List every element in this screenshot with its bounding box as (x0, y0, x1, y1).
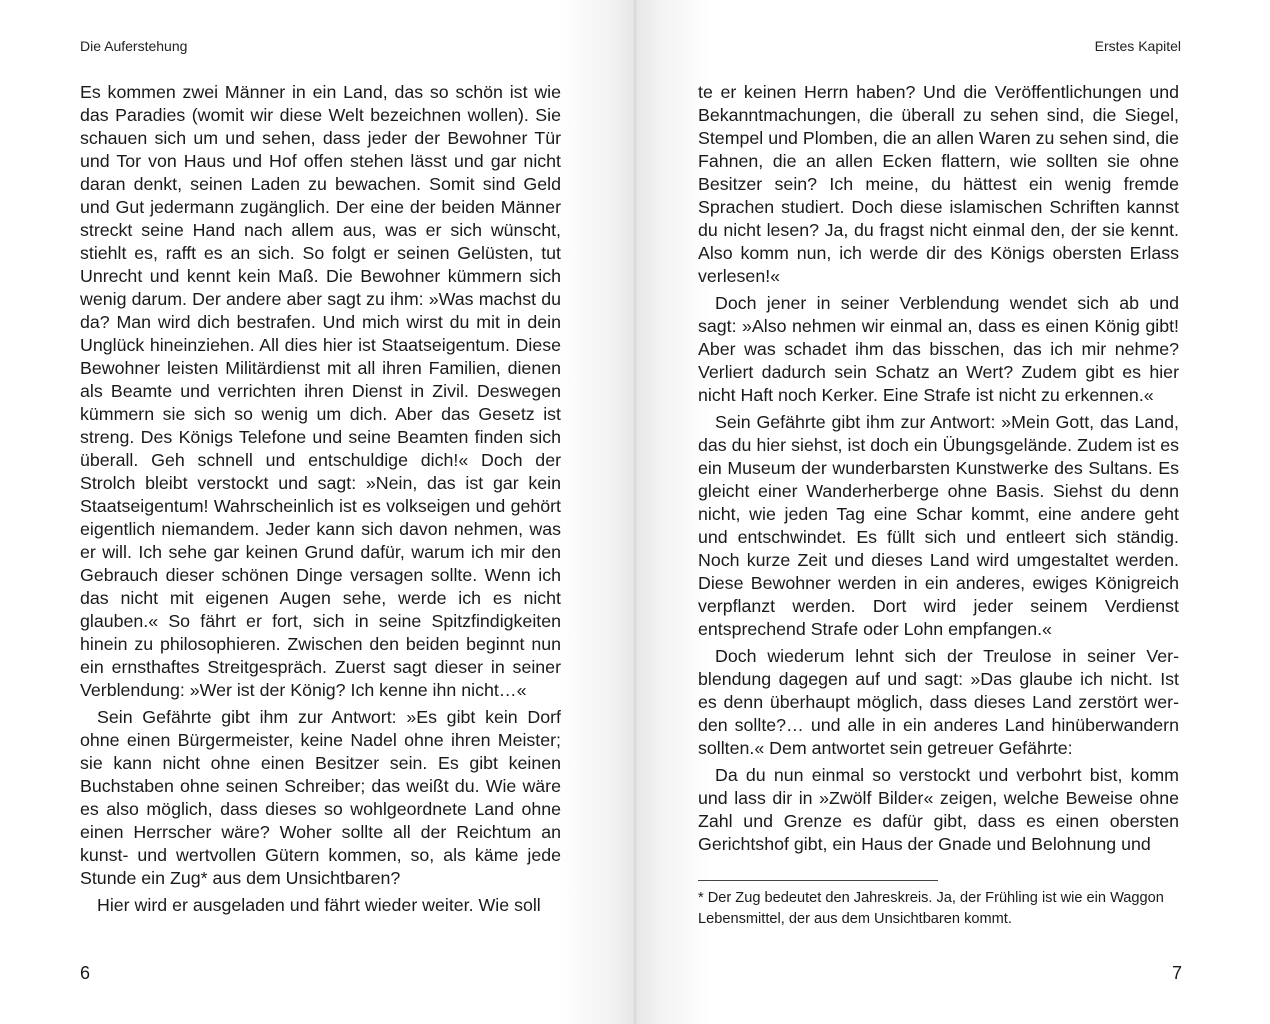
paragraph: Doch jener in seiner Verblendung wendet sich ab und sagt: »Also nehmen wir einmal an, dass es einen König gibt! Aber was schadet ihm das bisschen, das ich mir nehme? Verliert dadurch sein Schatz an Wert? Zudem gibt es hier nicht Haft noch Kerker. Eine Strafe ist nicht zu erkennen.« (698, 293, 1179, 405)
right-page (635, 0, 1270, 1024)
paragraph: Es kommen zwei Männer in ein Land, das so schön ist wie das Paradies (womit wir diese Welt bezeichnen wollen). Sie schauen sich um und sehen, dass jeder der Bewohner Tür und Tor von Haus und Hof offen stehen lässt und gar nicht daran denkt, seinen Laden zu bewachen. Somit sind Geld und Gut jedermann zugänglich. Der eine der beiden Männer streckt seine Hand nach allem aus, was er sich wünscht, stiehlt es, rafft es an sich. So folgt er seinen Gelüsten, tut Unrecht und kennt kein Maß. Die Bewohner kümmern sich wenig darum. Der andere aber sagt zu ihm: »Was machst du da? Man wird dich bestrafen. Und mich wirst du mit in dein Unglück hineinziehen. All dies hier ist Staatseigentum. Diese Bewohner leisten Militärdienst mit all ihren Familien, dienen als Beamte und verrichten ihren Dienst in Zivil. Deswegen kümmern sie sich so wenig um dich. Aber das Gesetz ist streng. Des Königs Telefone und seine Beamten finden sich überall. Geh schnell und entschuldige dich!« Doch der Strolch bleibt verstockt und sagt: »Nein, das ist gar kein Staatseigentum! Wahrscheinlich ist es volkseigen und gehört eigentlich niemandem. Jeder kann sich davon nehmen, was er will. Ich sehe gar keinen Grund dafür, warum ich mir den Gebrauch dieser schönen Dinge versagen sollte. Wenn ich das nicht mit eigenen Augen sehe, werde ich es nicht glauben.« So fährt er fort, sich in seine Spitzfindigkeiten hinein zu philosophieren. Zwischen den beiden beginnt nun ein ernsthaftes Streitgespräch. Zuerst sagt dieser in seiner Verblendung: »Wer ist der König? Ich kenne ihn nicht…« (80, 82, 561, 700)
footnote-divider (698, 880, 938, 881)
running-head-left: Die Auferstehung (80, 38, 188, 54)
paragraph: Sein Gefährte gibt ihm zur Antwort: »Mein Gott, das Land, das du hier siehst, ist doch ein Übungsgelände. Zudem ist es ein Museum der wunderbarsten Kunstwerke des Sultans. Es gleicht einer Wanderherberge ohne Basis. Siehst du denn nicht, wie jeden Tag eine Schar kommt, eine andere geht und entschwindet. Es füllt sich und entleert sich ständig. Noch kurze Zeit und dieses Land wird umgestaltet werden. Diese Bewohner werden in ein anderes, ewiges Königreich verpflanzt werden. Dort wird jeder seinem Verdienst entsprechend Strafe oder Lohn empfangen.« (698, 412, 1179, 639)
running-head-right: Erstes Kapitel (1094, 38, 1181, 54)
page-number-right: 7 (1171, 963, 1182, 983)
paragraph: Doch wiederum lehnt sich der Treulose in seiner Verblendung dagegen auf und sagt: »Das glaube ich nicht. Ist es denn überhaupt möglich, dass dieses Land zerstört werden sollte?… und alle in ein anderes Land hinüberwandern sollten.« Dem antwortet sein getreuer Gefährte: (698, 646, 1179, 758)
footnote: * Der Zug bedeutet den Jahreskreis. Ja, der Frühling ist wie ein Waggon Lebensmittel, der aus dem Unsichtbaren kommt. (698, 890, 1164, 927)
paragraph: Hier wird er ausgeladen und fährt wieder weiter. Wie soll (97, 895, 541, 915)
book-gutter (633, 0, 637, 1024)
right-text-block (698, 81, 1179, 856)
paragraph: Da du nun einmal so verstockt und verbohrt bist, komm und lass dir in »Zwölf Bilder« zeigen, welche Beweise ohne Zahl und Grenze es dafür gibt, dass es einen obersten Gerichtshof gibt, ein Haus der Gnade und Belohnung und (698, 765, 1179, 854)
page-number-left: 6 (80, 963, 91, 983)
paragraph: Sein Gefährte gibt ihm zur Antwort: »Es gibt kein Dorf ohne einen Bürgermeister, keine Nadel ohne ihren Meister; sie kann nicht ohne einen Besitzer sein. Es gibt keinen Buchstaben ohne seinen Schreiber; das weißt du. Wie wäre es also möglich, dass dieses so wohlgeordnete Land ohne einen Herrscher wäre? Woher sollte all der Reichtum an kunst- und wertvollen Gütern kommen, so, als käme jede Stunde ein Zug* aus dem Unsichtbaren? (80, 707, 561, 888)
left-text-block (80, 81, 561, 917)
paragraph: te er keinen Herrn haben? Und die Veröffentlichungen und Bekanntmachungen, die überall zu sehen sind, die Siegel, Stempel und Plomben, die an allen Waren zu sehen sind, die Fahnen, die an allen Ecken flattern, wie sollten sie ohne Besitzer sein? Ich meine, du hättest ein wenig fremde Sprachen studiert. Doch diese islamischen Schriften kannst du nicht lesen? Ja, du fragst nicht einmal den, der sie kennt. Also komm nun, ich werde dir des Königs obersten Erlass verlesen!« (698, 82, 1179, 286)
